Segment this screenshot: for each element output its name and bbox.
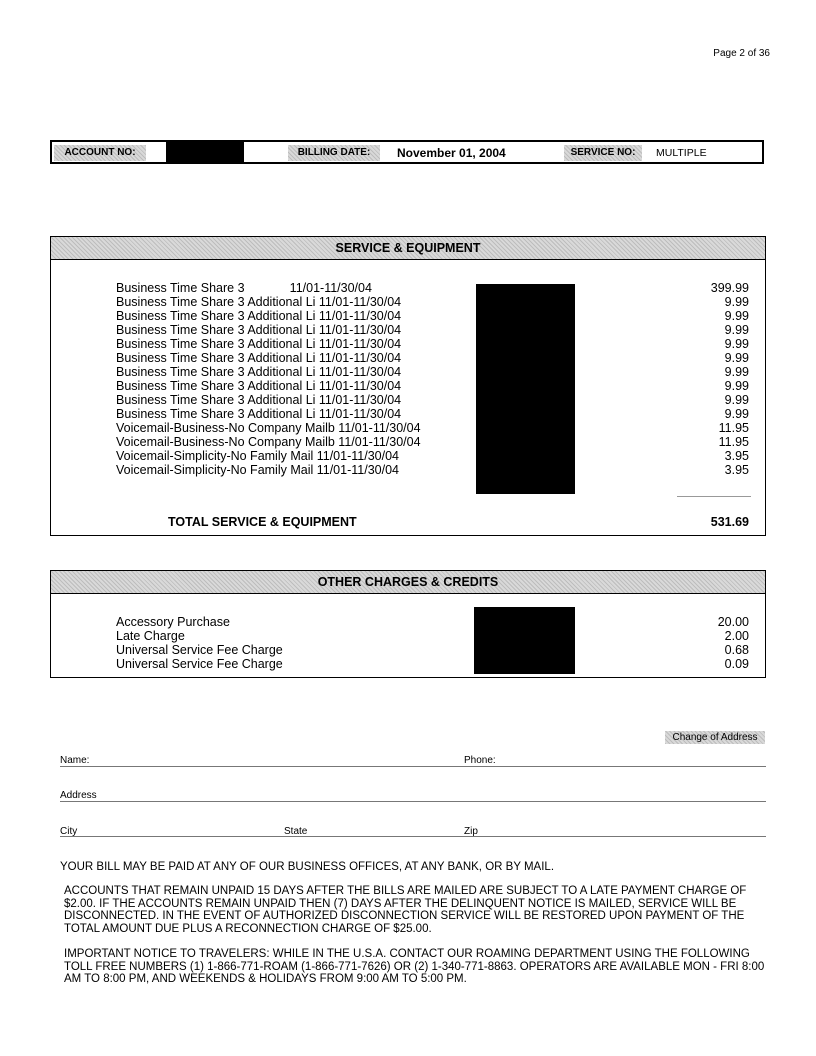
line-item-description: Business Time Share 3 Additional Li 11/01-11/30/04 — [116, 365, 402, 379]
line-item-amount: 9.99 — [724, 309, 749, 323]
line-item-amount: 3.95 — [724, 449, 749, 463]
line-item-description: Voicemail-Business-No Company Mailb 11/01-11/30/04 — [116, 421, 421, 435]
account-header-bar — [50, 140, 764, 164]
service-equipment-title: SERVICE & EQUIPMENT — [51, 237, 765, 260]
payment-notice-text: YOUR BILL MAY BE PAID AT ANY OF OUR BUSINESS OFFICES, AT ANY BANK, OR BY MAIL. — [60, 861, 555, 873]
line-item-amount: 9.99 — [724, 295, 749, 309]
line-item-description: Business Time Share 3 Additional Li 11/01-11/30/04 — [116, 295, 402, 309]
address-line[interactable] — [60, 801, 766, 802]
name-phone-line[interactable] — [60, 766, 766, 767]
other-charges-section — [50, 570, 766, 678]
total-service-equipment-amount: 531.69 — [710, 515, 749, 529]
total-service-equipment-label: TOTAL SERVICE & EQUIPMENT — [168, 515, 357, 529]
line-item-description: Voicemail-Business-No Company Mailb 11/01-11/30/04 — [116, 435, 421, 449]
city-label: City — [60, 826, 78, 837]
address-label: Address — [60, 790, 97, 801]
account-number-label: ACCOUNT NO: — [54, 145, 146, 161]
service-number-label: SERVICE NO: — [564, 145, 642, 161]
line-item-amount: 0.68 — [724, 643, 749, 657]
change-of-address-button[interactable]: Change of Address — [665, 731, 765, 744]
travelers-notice — [64, 948, 768, 986]
line-item-amount: 11.95 — [718, 421, 749, 435]
line-item-amount: 2.00 — [724, 629, 749, 643]
line-item-amount: 0.09 — [724, 657, 749, 671]
line-item-amount: 9.99 — [724, 379, 749, 393]
account-number-redacted — [166, 142, 244, 164]
line-item-amount: 399.99 — [710, 281, 749, 295]
line-item-description: Business Time Share 3 Additional Li 11/01-11/30/04 — [116, 407, 402, 421]
line-item-amount: 3.95 — [724, 463, 749, 477]
billing-date-value: November 01, 2004 — [397, 146, 506, 160]
late-payment-notice-text: ACCOUNTS THAT REMAIN UNPAID 15 DAYS AFTER THE BILLS ARE MAILED ARE SUBJECT TO A LATE PAYMENT CHARGE OF $2.00. IF THE ACCOUNTS REMAIN UNPAID THEN (7) DAYS AFTER THE DELINQUENT NOTICE IS MAILED, SERVICE WILL BE DISCONNECTED. IN THE EVENT OF AUTHORIZED DISCONNECTION SERVICE WILL BE RESTORED UPON PAYMENT OF THE TOTAL AMOUNT DUE PLUS A RECONNECTION CHARGE OF $25.00. — [64, 885, 747, 935]
line-item-amount: 9.99 — [724, 365, 749, 379]
phone-label: Phone: — [464, 755, 496, 766]
line-item-description: Business Time Share 3 Additional Li 11/01-11/30/04 — [116, 393, 402, 407]
line-item-amount: 9.99 — [724, 351, 749, 365]
line-item-description: Universal Service Fee Charge — [116, 657, 283, 671]
line-item-amount: 9.99 — [724, 407, 749, 421]
service-number-value: MULTIPLE — [656, 147, 707, 159]
page-number: Page 2 of 36 — [713, 48, 770, 59]
billing-date-label: BILLING DATE: — [288, 145, 380, 161]
line-item-description: Accessory Purchase — [116, 615, 230, 629]
line-item-description: Business Time Share 3 Additional Li 11/01-11/30/04 — [116, 323, 402, 337]
line-item-description: Business Time Share 3 11/01-11/30/04 — [116, 281, 372, 295]
line-item-amount: 9.99 — [724, 323, 749, 337]
line-item-description: Voicemail-Simplicity-No Family Mail 11/01-11/30/04 — [116, 449, 399, 463]
line-item-description: Business Time Share 3 Additional Li 11/01-11/30/04 — [116, 337, 402, 351]
subtotal-separator — [677, 496, 751, 497]
line-item-amount: 11.95 — [718, 435, 749, 449]
state-label: State — [284, 826, 308, 837]
line-item-amount: 20.00 — [717, 615, 749, 629]
name-label: Name: — [60, 755, 90, 766]
other-charges-title: OTHER CHARGES & CREDITS — [51, 571, 765, 594]
redacted-block — [476, 284, 575, 494]
line-item-description: Business Time Share 3 Additional Li 11/01-11/30/04 — [116, 351, 402, 365]
travelers-notice-text: IMPORTANT NOTICE TO TRAVELERS: WHILE IN THE U.S.A. CONTACT OUR ROAMING DEPARTMENT USING THE FOLLOWING TOLL FREE NUMBERS (1) 1-866-771-ROAM (1-866-771-7626) OR (2) 1-340-771-8863. OPERATORS ARE AVAILABLE MON - FRI 8:00 AM TO 8:00 PM, AND WEEKENDS & HOLIDAYS FROM 9:00 AM TO 5:00 PM. — [64, 948, 765, 985]
service-equipment-section — [50, 236, 766, 536]
line-item-description: Late Charge — [116, 629, 185, 643]
line-item-description: Business Time Share 3 Additional Li 11/01-11/30/04 — [116, 309, 402, 323]
city-state-zip-line[interactable] — [60, 836, 766, 837]
redacted-block — [474, 607, 575, 674]
line-item-description: Universal Service Fee Charge — [116, 643, 283, 657]
line-item-description: Business Time Share 3 Additional Li 11/01-11/30/04 — [116, 379, 402, 393]
zip-label: Zip — [464, 826, 478, 837]
late-payment-notice — [64, 885, 768, 935]
payment-notice — [60, 861, 760, 874]
line-item-amount: 9.99 — [724, 337, 749, 351]
line-item-description: Voicemail-Simplicity-No Family Mail 11/01-11/30/04 — [116, 463, 399, 477]
line-item-amount: 9.99 — [724, 393, 749, 407]
